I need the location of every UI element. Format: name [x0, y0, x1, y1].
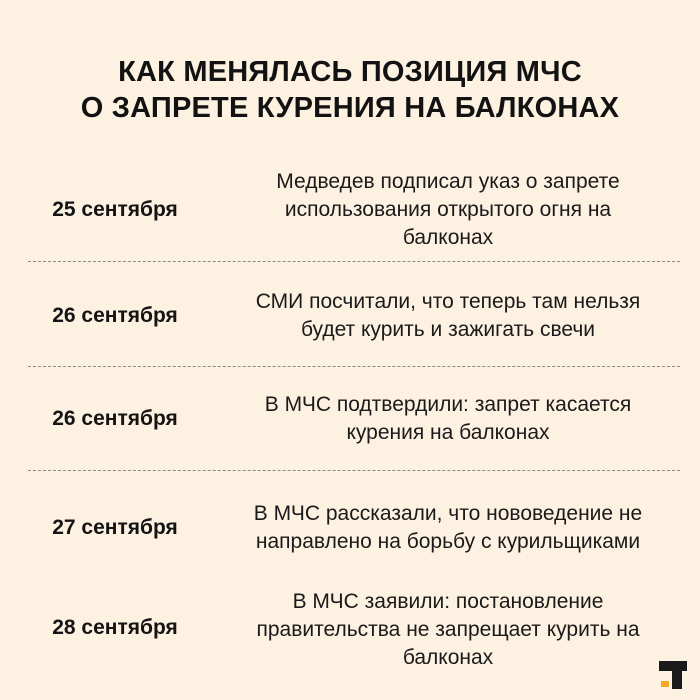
- entry-description-line: будет курить и зажигать свечи: [300, 318, 596, 341]
- title-line-1: КАК МЕНЯЛАСЬ ПОЗИЦИЯ МЧС: [118, 56, 582, 88]
- entry-description-line: балконах: [402, 646, 494, 669]
- entry-description-line: В МЧС подтвердили: запрет касается: [264, 393, 632, 416]
- title-line-2: О ЗАПРЕТЕ КУРЕНИЯ НА БАЛКОНАХ: [80, 92, 620, 124]
- dashed-divider: [28, 261, 680, 262]
- entry-description-line: балконах: [402, 226, 494, 249]
- entry-date: 26 сентября: [52, 304, 178, 327]
- dashed-divider: [28, 470, 680, 471]
- dashed-divider: [28, 366, 680, 367]
- page-title: [0, 54, 700, 126]
- entry-description: [218, 168, 678, 252]
- logo-accent: [661, 681, 669, 687]
- entry-date: 26 сентября: [52, 407, 178, 430]
- entry-description: [218, 588, 678, 672]
- logo-stem: [672, 661, 682, 689]
- entry-description-line: курения на балконах: [346, 421, 550, 444]
- entry-description-line: направлено на борьбу с курильщиками: [255, 530, 641, 553]
- entry-date: 28 сентября: [52, 616, 178, 639]
- entry-description: [218, 288, 678, 344]
- entry-description-line: правительства не запрещает курить на: [256, 618, 640, 641]
- entry-description-line: В МЧС заявили: постановление: [292, 590, 604, 613]
- entry-description-line: Медведев подписал указ о запрете: [276, 170, 620, 193]
- entry-date: 27 сентября: [52, 516, 178, 539]
- entry-description-line: использования открытого огня на: [284, 198, 612, 221]
- entry-description-line: СМИ посчитали, что теперь там нельзя: [255, 290, 641, 313]
- journal-logo-icon: [659, 661, 687, 689]
- entry-description: [218, 391, 678, 447]
- entry-description: [218, 500, 678, 556]
- entry-date: 25 сентября: [52, 198, 178, 221]
- entry-description-line: В МЧС рассказали, что нововедение не: [253, 502, 643, 525]
